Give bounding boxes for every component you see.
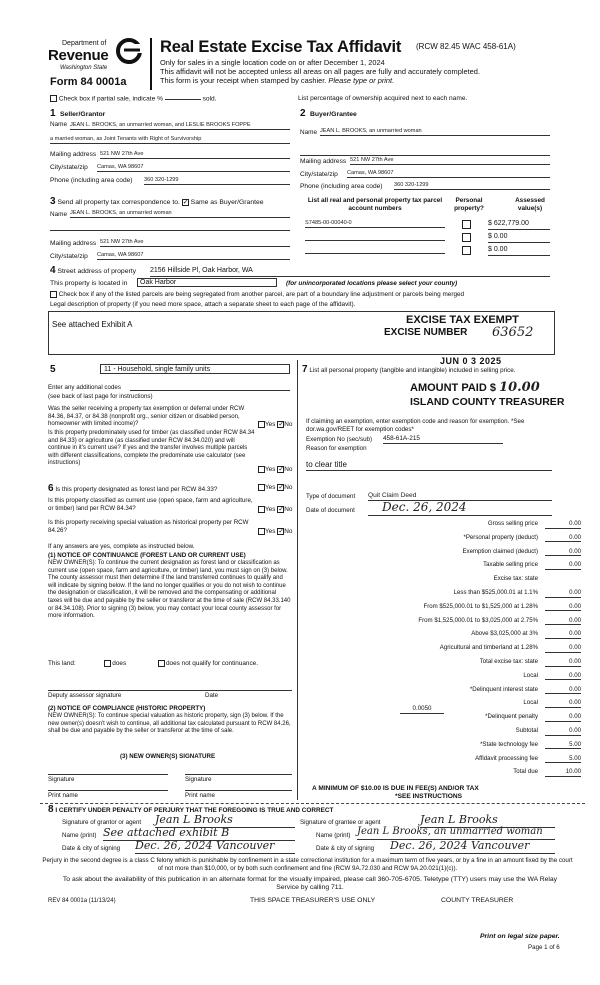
segregated-checkbox[interactable]: [50, 291, 57, 298]
section4-street-row: 4 Street address of property: [50, 265, 137, 276]
tax-row-value[interactable]: 5.00: [545, 741, 581, 750]
excise-exempt-stamp: [372, 314, 572, 354]
buyer-name-label: Name: [300, 129, 318, 136]
property-location-select[interactable]: Oak Harbor: [137, 278, 277, 287]
tax-row-value[interactable]: 0.00: [545, 630, 581, 639]
see-instructions: *SEE INSTRUCTIONS: [395, 793, 463, 800]
section3-name-field[interactable]: JEAN L. BROOKS, an unmarried woman: [70, 210, 290, 218]
reason-label: Reason for exemption: [306, 445, 367, 452]
segregated-row: Check box if any of the listed parcels are being segregated from another parcel, are part of a boundary line adjustment or parcels being merged: [50, 291, 464, 299]
tax-row-label: Local: [523, 671, 538, 679]
tax-row-label: *Delinquent interest state: [469, 685, 538, 693]
historic-yes-checkbox[interactable]: [258, 528, 265, 535]
tax-row-label: *Delinquent penalty: [485, 713, 538, 721]
tax-row-value[interactable]: 0.00: [545, 658, 581, 667]
tax-row-value[interactable]: 0.00: [545, 713, 581, 722]
grantor-date-field[interactable]: Dec. 26, 2024 Vancouver: [135, 839, 295, 854]
tax-row-label: Excise tax: state: [493, 575, 538, 583]
grantor-sig-label: Signature of grantor or agent: [62, 819, 142, 826]
section5-code-field[interactable]: 11 - Household, single family units: [100, 364, 290, 374]
signature-label-2: Signature: [185, 776, 212, 783]
header-divider: [150, 38, 152, 90]
form-title: Real Estate Excise Tax Affidavit: [160, 38, 402, 56]
legal-description-label: Legal description of property (if you need more space, attach a separate sheet to each page of the affidavit).: [50, 301, 356, 308]
reason-field[interactable]: to clear title: [306, 460, 552, 471]
tax-row-value[interactable]: 0.00: [545, 520, 581, 529]
compliance-text: NEW OWNER(S): To continue special valuation as historic property, sign (3) below. If the new owner(s) doesn't wish to continue, all additional tax calculated pursuant to RCW 84.26, shall be due and payable by the seller or transferor at the time of sale.: [48, 713, 291, 735]
signature-label-1: Signature: [48, 776, 75, 783]
land-does-not-checkbox[interactable]: [158, 660, 165, 667]
county-treasurer-label: COUNTY TREASURER: [441, 897, 514, 904]
tax-row-label: Less than $525,000.01 at 1.1%: [453, 589, 538, 596]
amount-paid-stamp: AMOUNT PAID $ 10.00: [410, 380, 540, 395]
tax-row-label: Affidavit processing fee: [475, 754, 538, 762]
tax-row-value[interactable]: 5.00: [545, 755, 581, 764]
buyer-heading: Buyer/Grantee: [310, 111, 357, 118]
legal-description-text: See attached Exhibit A: [52, 320, 133, 329]
parcel-number-3[interactable]: [305, 246, 445, 254]
section4-located-note: (for unincorporated locations please select your county): [286, 280, 458, 287]
personal-property-checkbox-2[interactable]: [462, 233, 471, 242]
tax-row-value[interactable]: 0.00: [545, 548, 581, 557]
grantor-name-label: Name (print): [62, 832, 97, 839]
dor-agency-line3: Washington State: [60, 65, 108, 71]
doc-date-field[interactable]: Dec. 26, 2024: [368, 500, 552, 516]
buyer-city-field[interactable]: Camas, WA 98607: [347, 170, 550, 178]
compliance-heading: (2) NOTICE OF COMPLIANCE (HISTORIC PROPERTY): [48, 705, 206, 712]
deputy-signature-label: Deputy assessor signature: [48, 692, 122, 699]
tax-row-label: Agricultural and timberland at 1.28%: [439, 644, 538, 652]
seller-name-field[interactable]: JEAN L. BROOKS, an unmarried woman, and LESLIE BROOKS FOPPE: [70, 122, 290, 130]
seller-name-line2[interactable]: a married woman, as Joint Tenants with Right of Survivorship: [50, 136, 290, 144]
dor-logo: [48, 36, 148, 78]
tax-row-label: *Personal property (deduct): [463, 533, 538, 541]
tax-row-value[interactable]: 0.00: [545, 603, 581, 612]
buyer-phone-label: Phone (including area code): [300, 183, 383, 190]
grantor-date-label: Date & city of signing: [62, 845, 121, 852]
seller-number: 1: [50, 108, 56, 119]
grantee-name-field[interactable]: Jean L Brooks, an unmarried woman: [357, 826, 555, 840]
continuance-heading: (1) NOTICE OF CONTINUANCE (FOREST LAND OR CURRENT USE): [48, 552, 246, 559]
print-name-label-2: Print name: [185, 792, 215, 799]
partial-sale-row: Check box if partial sale, indicate % sold.: [50, 95, 217, 103]
tax-row-value[interactable]: 0.00: [545, 589, 581, 598]
seller-phone-field[interactable]: 360 320-1299: [144, 177, 290, 185]
tax-row-label: Gross selling price: [487, 520, 538, 527]
claim-exemption-text: If claiming an exemption, enter exemption code and reason for exemption. *See dor.wa.gov/REET for exemption codes*: [306, 418, 525, 433]
parcels-col2-header: Personal property?: [454, 197, 484, 212]
new-owner-signature-heading: (3) NEW OWNER(S) SIGNATURE: [120, 753, 216, 760]
tax-row-value[interactable]: 10.00: [545, 768, 581, 777]
section5-q2-answer: Yes ✓No: [258, 466, 292, 474]
section4-located-label: This property is located in: [50, 280, 128, 287]
new-owner-print-field-2[interactable]: [185, 786, 292, 791]
buyer-mailing-label: Mailing address: [300, 158, 347, 165]
forest-yes-checkbox[interactable]: [258, 484, 265, 491]
parcel-number-2[interactable]: [305, 233, 445, 241]
section3-mailing-field[interactable]: 521 NW 27th Ave: [100, 239, 290, 247]
treasurer-use-label: THIS SPACE TREASURER'S USE ONLY: [250, 897, 376, 904]
grantor-name-field[interactable]: See attached exhibit B: [103, 826, 295, 841]
section5-codes-label: Enter any additional codes: [48, 384, 121, 391]
section3-name-line2[interactable]: [50, 225, 290, 231]
section5-codes-field[interactable]: [130, 384, 290, 391]
section5-q1: Was the seller receiving a property tax exemption or deferral under RCW 84.36, 84.37, or 84.38 (nonprofit org., senior citizen or disabled person, homeowner with limited income)?: [48, 405, 245, 428]
page-number: Page 1 of 6: [528, 944, 560, 951]
buyer-city-label: City/state/zip: [300, 171, 338, 178]
buyer-phone-field[interactable]: 360 320-1299: [394, 182, 550, 190]
tax-row-value[interactable]: 0.00: [545, 727, 581, 736]
section6-if-yes: If any answers are yes, complete as instructed below.: [48, 543, 195, 550]
new-owner-print-field-1[interactable]: [48, 786, 168, 791]
q1-no-checkbox[interactable]: ✓: [278, 421, 285, 428]
buyer-number: 2: [300, 108, 306, 119]
current-use-no-checkbox[interactable]: ✓: [278, 506, 285, 513]
exemption-no-label: Exemption No (sec/sub): [306, 436, 373, 443]
tax-row-value[interactable]: 0.00: [545, 672, 581, 681]
continuance-text: NEW OWNER(S): To continue the current designation as forest land or classification as current use (open space, farm and agriculture, or timber) land, you must sign on (3) below. The county assessor must then determine if the land transferred continues to qualify and will indicate by signing below. If the land no longer qualifies or you do not wish to continue the designation or classification, it will be removed and the compensating or additional taxes will be due and payable by the seller or transferor at the time of sale (RCW 84.33.140 or 84.34.108). Prior to signing (3) below, you may contact your local county assessor for more information.: [48, 560, 291, 620]
section3-city-field[interactable]: Camas, WA 98607: [97, 252, 290, 260]
doc-type-field[interactable]: Quit Claim Deed: [368, 492, 552, 501]
tax-row-value[interactable]: 0.00: [545, 686, 581, 695]
dor-emblem-icon: [116, 38, 144, 64]
section6-q1-answer: Yes ✓No: [258, 484, 292, 492]
header-line1: Only for sales in a single location code on or after December 1, 2024: [160, 58, 385, 67]
section3-heading: 3 Send all property tax correspondence to. ✓ Same as Buyer/Grantee: [50, 196, 264, 207]
assessed-value-2[interactable]: $ 0.00: [488, 233, 550, 243]
partial-sale-checkbox[interactable]: [50, 95, 57, 102]
stamp-excise-number: 63652: [492, 325, 534, 340]
section3-city-label: City/state/zip: [50, 253, 88, 260]
section5-q2: Is this property predominately used for timber (as classified under RCW 84.34 and 84.33) or agriculture (as classified under RCW 84.34.020) and will continue in it's current use? If yes and the transfer involves multiple parcels with different classifications, complete the predominate use calculator (see instructions): [48, 430, 255, 466]
historic-no-checkbox[interactable]: ✓: [278, 528, 285, 535]
grantee-sig-label: Signature of grantee or agent: [300, 819, 381, 826]
parcels-col3-header: Assessed value(s): [515, 197, 545, 212]
personal-property-checkbox-1[interactable]: [462, 220, 471, 229]
grantee-date-field[interactable]: Dec. 26, 2024 Vancouver: [390, 839, 555, 854]
buyer-name-field[interactable]: JEAN L. BROOKS, an unmarried woman: [320, 128, 550, 136]
amount-paid-value: 10.00: [499, 380, 540, 395]
perjury-notice: Perjury in the second degree is a class C felony which is punishable by confinement in a state correctional institution for a maximum term of five years, or by a fine in an amount fixed by the court of not more than $10,000, or by both such confinement and fine (RCW 9A.72.030 and RCW 9A.20.021(1)(c)).: [42, 857, 573, 872]
assessed-value-1[interactable]: $ 622,779.00: [488, 220, 550, 230]
land-does-checkbox[interactable]: [104, 660, 111, 667]
stamp-date: JUN 0 3 2025: [440, 356, 502, 366]
section6-q1: 6 Is this property designated as forest land per RCW 84.33?: [48, 483, 218, 494]
seller-mailing-field[interactable]: 521 NW 27th Ave: [100, 151, 290, 159]
tax-row-value[interactable]: 0.00: [545, 561, 581, 570]
continuance-qualify-row: This land: does: [48, 660, 165, 668]
q2-no-checkbox[interactable]: ✓: [278, 466, 285, 473]
header-line3: This form is your receipt when stamped by cashier. Please type or print.: [160, 76, 395, 85]
tax-row-label: Local: [523, 699, 538, 707]
tax-row-label: Taxable selling price: [483, 561, 538, 569]
stamp-line1: EXCISE TAX EXEMPT: [406, 314, 519, 326]
tax-row-value[interactable]: 0.00: [545, 644, 581, 653]
section6-q3: Is this property receiving special valuation as historical property per RCW 84.26?: [48, 519, 249, 534]
grantee-signature-field[interactable]: Jean L Brooks: [420, 813, 555, 828]
section5-codes-note: (see back of last page for instructions): [48, 393, 153, 400]
q1-yes-checkbox[interactable]: [258, 421, 265, 428]
grantor-signature-field[interactable]: Jean L Brooks: [155, 813, 295, 828]
deputy-signature-field[interactable]: [48, 686, 292, 691]
new-owner-signature-field-1[interactable]: [48, 770, 168, 775]
tax-row-value[interactable]: 0.00: [545, 699, 581, 708]
seller-mailing-row: Mailing address: [50, 151, 97, 158]
seller-city-field[interactable]: Camas, WA 98607: [97, 164, 290, 172]
seller-heading: Seller/Grantor: [60, 111, 106, 118]
grantee-date-label: Date & city of signing: [316, 845, 375, 852]
accessibility-notice: To ask about the availability of this publication in an alternate format for the visually impaired, please call 360-705-6705. Teletype (TTY) users may use the WA Relay Service by calling 711.: [62, 876, 558, 892]
section7-heading: 7 List all personal property (tangible and intangible) included in selling price.: [302, 364, 516, 375]
tax-row-label: Exemption claimed (deduct): [462, 547, 538, 555]
same-as-buyer-checkbox[interactable]: ✓: [182, 198, 189, 206]
grantee-name-label: Name (print): [316, 832, 351, 839]
tax-row-value[interactable]: 0.00: [545, 534, 581, 543]
tax-row-label: *State technology fee: [480, 740, 538, 748]
print-name-label-1: Print name: [48, 792, 78, 799]
section3-name-label: Name: [50, 211, 68, 218]
parcel-number-1[interactable]: S7485-00-00040-0: [305, 220, 445, 228]
new-owner-signature-field-2[interactable]: [185, 770, 292, 775]
tax-row-label: Total due: [513, 768, 538, 776]
section5-number: 5: [50, 364, 56, 375]
parcels-col1-header: List all real and personal property tax parcel account numbers: [307, 197, 443, 212]
section8-certify: 8 I CERTIFY UNDER PENALTY OF PERJURY THAT THE FOREGOING IS TRUE AND CORRECT: [48, 804, 334, 815]
doc-date-label: Date of document: [306, 507, 355, 514]
column-divider: [297, 360, 298, 800]
revision-label: REV 84 0001a (11/13/24): [48, 898, 116, 904]
tax-row-label: From $525,000.01 to $1,525,000 at 1.28%: [423, 602, 538, 610]
exemption-no-field[interactable]: 458-61A-215: [383, 435, 503, 444]
deputy-date-label: Date: [205, 692, 219, 699]
section5-q1-answer: Yes ✓No: [258, 421, 292, 429]
dor-agency-line2: Revenue: [48, 47, 109, 64]
property-street-field[interactable]: 2156 Hillside Pl, Oak Harbor, WA: [150, 267, 550, 277]
tax-row-label: Total excise tax: state: [479, 658, 538, 665]
dor-agency-line1: Department of: [62, 40, 107, 47]
seller-city-label: City/state/zip: [50, 164, 88, 171]
doc-type-label: Type of document: [306, 493, 356, 500]
tax-row-label: Above $3,025,000 at 3%: [471, 630, 538, 638]
ownership-note: List percentage of ownership acquired next to each name.: [298, 95, 468, 102]
seller-name-row: Name JEAN L. BROOKS, an unmarried woman, and LESLIE BROOKS FOPPE: [50, 121, 290, 129]
stamp-office: ISLAND COUNTY TREASURER: [410, 396, 565, 408]
legal-size-note: Print on legal size paper.: [480, 933, 560, 940]
personal-property-checkbox-3[interactable]: [462, 246, 471, 255]
current-use-yes-checkbox[interactable]: [258, 506, 265, 513]
section3-mailing-label: Mailing address: [50, 240, 97, 247]
seller-phone-label: Phone (including area code): [50, 177, 133, 184]
tax-row-value[interactable]: 0.00: [545, 617, 581, 626]
forest-no-checkbox[interactable]: ✓: [278, 484, 285, 491]
buyer-name-line2[interactable]: [300, 150, 550, 156]
section6-q3-answer: Yes ✓No: [258, 528, 292, 536]
buyer-mailing-field[interactable]: 521 NW 27th Ave: [350, 157, 550, 165]
section6-q2-answer: Yes ✓No: [258, 506, 292, 514]
tax-row-label: Subtotal: [515, 727, 538, 734]
form-citation: (RCW 82.45 WAC 458-61A): [416, 42, 516, 51]
tax-row-label: From $1,525,000.01 to $3,025,000 at 2.75%: [418, 616, 538, 624]
section6-q2: Is this property classified as current use (open space, farm and agriculture, or timber) land per RCW 84.34?: [48, 497, 253, 512]
form-number: Form 84 0001a: [50, 76, 127, 88]
continuance-qualify-text: does not qualify for continuance.: [166, 660, 259, 667]
minimum-notice: A MINIMUM OF $10.00 IS DUE IN FEE(S) AND/OR TAX: [312, 785, 479, 792]
q2-yes-checkbox[interactable]: [258, 466, 265, 473]
header-line2: This affidavit will not be accepted unless all areas on all pages are fully and accurately completed.: [160, 67, 480, 76]
stamp-line2: EXCISE NUMBER: [384, 327, 468, 338]
local-rate-field[interactable]: 0.0050: [400, 705, 444, 714]
assessed-value-3[interactable]: $ 0.00: [488, 246, 550, 256]
